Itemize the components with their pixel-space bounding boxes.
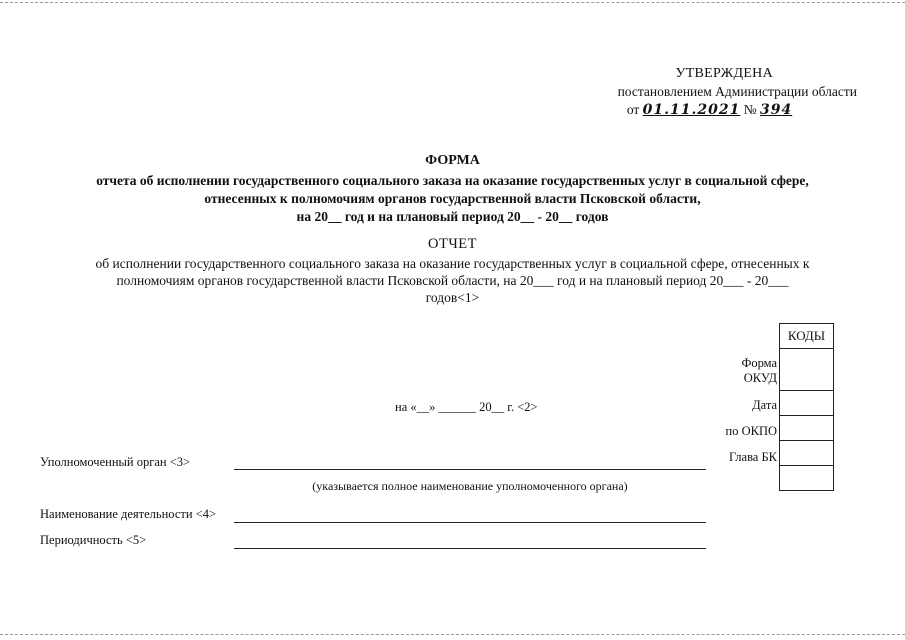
approval-number-handwritten: 394 [760,102,793,118]
codes-table [779,323,834,491]
authority-field[interactable] [234,469,706,470]
code-label-date: Дата [752,398,777,412]
form-title: ФОРМА [425,153,480,168]
report-subtitle-line2: полномочиям органов государственной власти Псковской области, на 20___ год и на плановый период 20___ - 20___ [116,273,789,288]
approval-subtitle: постановлением Администрации области [617,84,857,99]
authority-hint: (указывается полное наименование уполномоченного органа) [312,479,628,493]
code-label-bk: Глава БК [729,450,777,464]
activity-field[interactable] [234,522,706,523]
report-subtitle [30,255,875,306]
code-cell-okud[interactable] [780,349,834,391]
approval-title: УТВЕРЖДЕНА [675,66,773,81]
periodicity-label: Периодичность <5> [40,533,147,547]
approval-date-handwritten: 01.11.2021 [642,102,741,118]
code-cell-empty[interactable] [780,466,834,491]
bottom-scan-border [0,634,905,635]
form-subtitle-line1: отчета об исполнении государственного социального заказа на оказание государственных услуг в социальной сфере, [96,173,809,188]
code-cell-date[interactable] [780,391,834,416]
code-label-okpo: по ОКПО [725,424,777,438]
code-label-okud: Форма ОКУД [741,356,777,385]
periodicity-field[interactable] [234,548,706,549]
form-subtitle [30,172,875,226]
report-title: ОТЧЕТ [428,236,477,252]
report-date-line: на «__» ______ 20__ г. <2> [395,400,538,414]
approval-date-prefix: от [626,102,640,117]
activity-label: Наименование деятельности <4> [40,507,217,521]
report-subtitle-line1: об исполнении государственного социального заказа на оказание государственных услуг в социальной сфере, отнесенных к [95,256,810,271]
authority-label: Уполномоченный орган <3> [40,455,191,469]
codes-header: КОДЫ [780,324,834,349]
report-subtitle-line3: годов<1> [425,290,480,305]
code-cell-okpo[interactable] [780,416,834,441]
code-cell-bk[interactable] [780,441,834,466]
approval-date-line [627,102,818,118]
top-scan-border [0,2,905,3]
approval-number-prefix: № [743,102,757,117]
form-subtitle-line2: отнесенных к полномочиям органов государственной власти Псковской области, [204,191,701,206]
form-subtitle-line3: на 20__ год и на плановый период 20__ - 20__ годов [296,209,609,224]
